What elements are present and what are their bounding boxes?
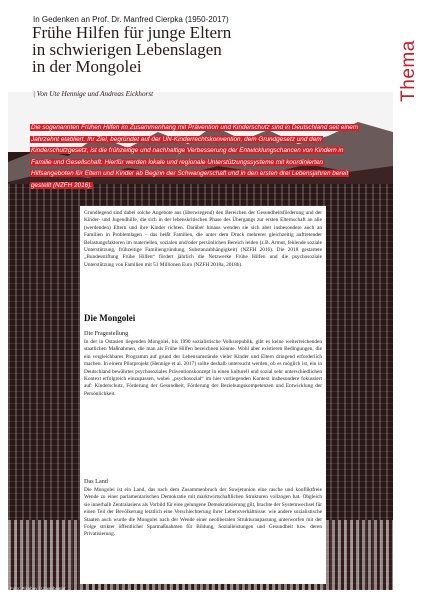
title-line-3: in der Mongolei <box>32 57 142 76</box>
subheading-land: Das Land <box>84 478 108 485</box>
memoriam-line: In Gedenken an Prof. Dr. Manfred Cierpka (1950-2017) <box>33 15 229 24</box>
fragestellung-paragraph: In der in Ostasien liegenden Mongolei, bis 1990 sozialistische Volksrepublik, gibt es keine weiterreichenden staatlichen Maßnahmen, die man als Frühe Hilfen bezeichnen könnte. Wohl aber existieren Bedingungen, die ein vergleichbares Programm auf grund der Lebensumstände vieler Kinder und Eltern dringend erforderlich machen. In einem Pilotprojekt (Hennige et al. 2017) sollte deshalb untersucht werden, ob es möglich ist, ein in Deutschland bewährtes psychosoziales Präventionskonzept in einen kulturell und sozial sehr unterschiedlichen Kontext erfolgreich einzupassen, wobei „psychosozial“ im hier vorliegenden Kontext insbesondere fokussiert auf: Kinderschutz, Förderung der Gesundheit, Förderung der Beziehungskompetenzen und Entwicklung der Persönlichkeit. <box>84 339 322 397</box>
title-line-1: Frühe Hilfen für junge Eltern <box>32 23 232 42</box>
title-line-2: in schwierigen Lebenslagen <box>32 40 222 59</box>
abstract-text: Die sogenannten Frühen Hilfen im Zusammenhang mit Prävention und Kinderschutz sind in Deutschland seit einem Jahrzehnt etabliert. Ihr Ziel, begründet auf der UN-Kinderrechtskonvention, dem Grundgesetz und dem Kinderschutzgesetz, ist die frühzeitige und nachhaltige Verbesserung der Entwicklungschancen von Kindern in Familie und Gesellschaft. Hierfür werden lokale und regionale Unterstützungssysteme mit koordinierten Hilfsangeboten für Eltern und Kinder ab Beginn der Schwangerschaft und in den ersten drei Lebensjahren bereit gestellt (NZFH 2016). <box>31 124 359 189</box>
land-paragraph: Die Mongolei ist ein Land, das nach dem Zusammenbruch der Sowjetunion eine rasche und konfliktfreie Wende zu einer parlamentarischen Demokratie mit marktwirtschaftlichen Strukturen vollzogen hat. Obgleich sie innerhalb Zentralasiens als Vorbild für eine gelungene Demokratisierung gilt, brachte der Systemwechsel für einen Teil der Bevölkerung letztlich eine Verschlechterung ihrer Lebensverhältnisse: wie andere sozialistische Staaten auch wurde die Mongolei nach der Wende einer neoliberalen Strukturanpassung unterworfen mit der Folge strikter öffentlicher Sparmaßnahmen für Bildung, Sozialleistungen und Gesundheit bzw. deren Privatisierung. <box>84 487 322 538</box>
author-line: | Von Ute Hennige und Andreas Eickhorst <box>33 90 154 98</box>
section-tab <box>397 20 419 124</box>
section-heading: Die Mongolei <box>84 313 136 323</box>
section-label: Thema <box>398 40 419 102</box>
subheading-fragestellung: Die Fragestellung <box>84 330 129 337</box>
intro-paragraph: Grundlegend sind dabei solche Angebote aus (überwiegend) den Bereichen der Gesundheitsförderung und der Kinder- und Jugendhilfe, die sich in der lebenskritischen Phase des Übergangs zur ersten Elternschaft an alle (werdenden) Eltern und ihre Kinder richten. Darüber hinaus wenden sie sich aber insbesondere auch an Familien in Problemlagen – das heißt Familien, die unter dem Druck mehrerer gleichzeitig auftretender Belastungsfaktoren im materiellen, sozialen und/oder persönlichen Bereich leiden (z.B. Armut, fehlende soziale Unterstützung, frühzeitige Familiengründung, Substanzabhängigkeit) (NZFH 2016). Die 2018 gestartete „Bundesstiftung Frühe Hilfen“ fördert jährlich die Netzwerke Frühe Hilfen und die psychosoziale Unterstützung von Familien mit 51 Millionen Euro (NZFH 2018a, 2018b). <box>84 210 322 268</box>
photo-credit: Foto: Pixabay / Ulaanbaatar <box>10 586 66 591</box>
article-title <box>32 24 372 75</box>
text-column <box>80 206 326 584</box>
abstract-block <box>30 122 360 192</box>
